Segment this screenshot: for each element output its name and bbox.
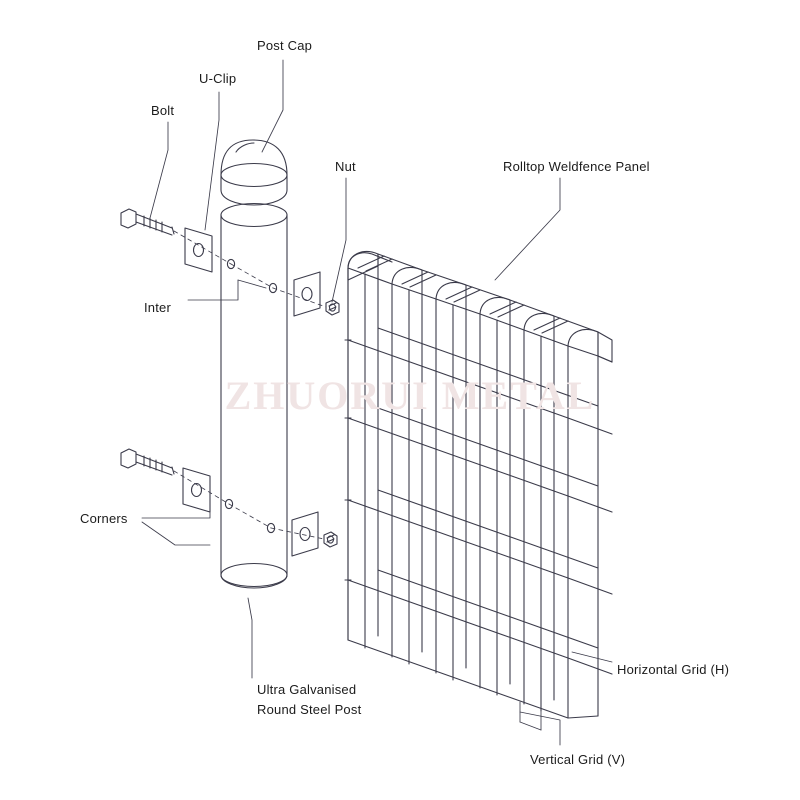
- label-corners: Corners: [80, 511, 128, 526]
- rolltop-weldfence-panel: [345, 252, 612, 730]
- label-nut: Nut: [335, 159, 356, 174]
- label-post-line1: Ultra Galvanised: [257, 682, 357, 697]
- u-clip-plate-upper-left: [185, 228, 212, 272]
- u-clip-plate-lower-left: [183, 468, 210, 512]
- nut-upper: [326, 300, 339, 315]
- bolt-upper: [121, 209, 174, 235]
- bolt-lower: [121, 449, 174, 475]
- label-vertical-grid: Vertical Grid (V): [530, 752, 626, 767]
- label-post-cap: Post Cap: [257, 38, 313, 53]
- label-u-clip: U-Clip: [199, 71, 237, 86]
- post-cap: [221, 140, 287, 205]
- label-horizontal-grid: Horizontal Grid (H): [617, 662, 730, 677]
- u-clip-plate-upper-right: [294, 272, 320, 316]
- u-clip-plate-lower-right: [292, 512, 318, 556]
- round-steel-post: [174, 204, 326, 589]
- label-post-line2: Round Steel Post: [257, 702, 362, 718]
- label-rolltop-panel: Rolltop Weldfence Panel: [503, 159, 650, 174]
- watermark: ZHUORUI METAL: [224, 373, 596, 418]
- label-round-steel-post: [257, 680, 457, 720]
- label-inter: Inter: [144, 300, 172, 315]
- nut-lower: [324, 532, 337, 547]
- label-bolt: Bolt: [151, 103, 175, 118]
